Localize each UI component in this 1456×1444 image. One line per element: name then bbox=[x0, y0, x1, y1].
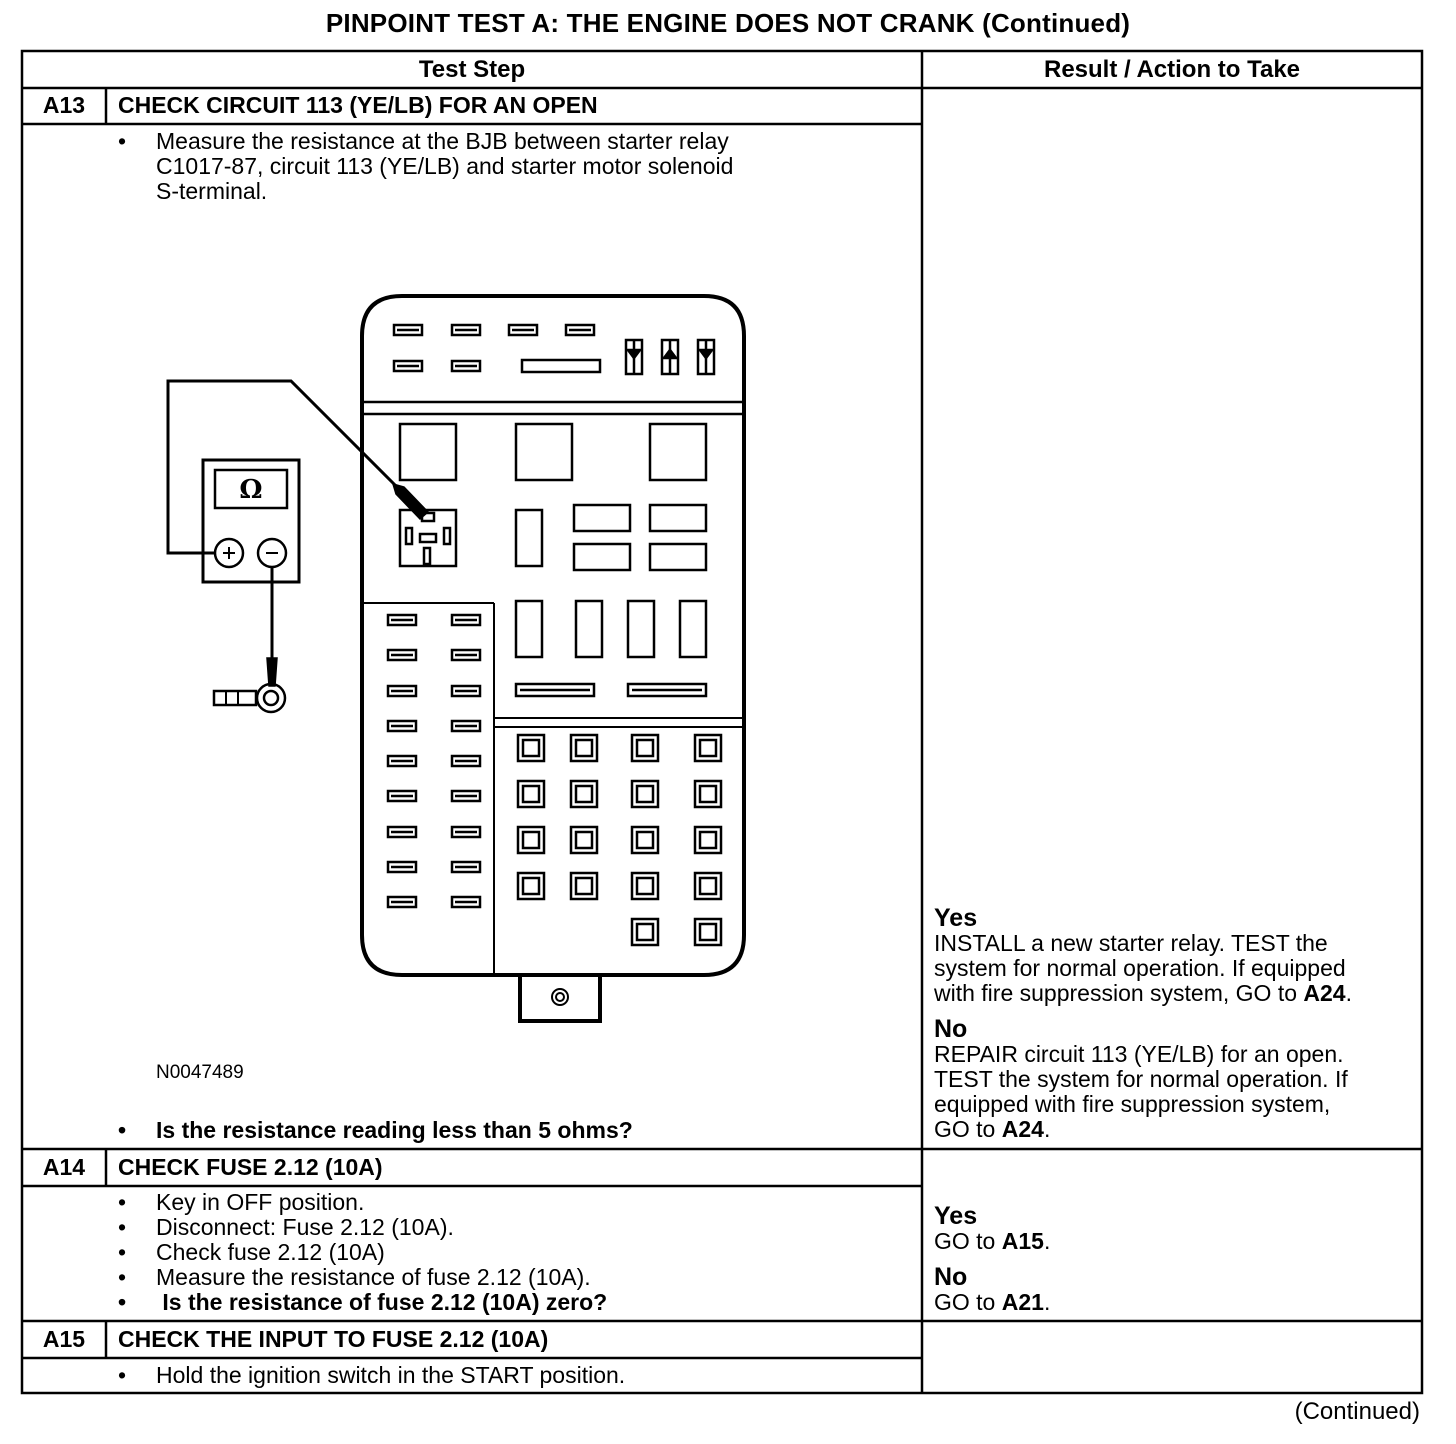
result-text: GO to bbox=[934, 1116, 1002, 1142]
goto-step-link[interactable]: A15 bbox=[1001, 1228, 1044, 1254]
instruction-item: • Check fuse 2.12 (10A) bbox=[118, 1240, 607, 1265]
diodes bbox=[626, 340, 714, 374]
ohm-symbol: Ω bbox=[239, 475, 263, 505]
result-line: with fire suppression system, GO to A24. bbox=[934, 980, 1352, 1006]
bjb-housing bbox=[362, 296, 744, 975]
relays bbox=[400, 424, 706, 696]
step-title: CHECK THE INPUT TO FUSE 2.12 (10A) bbox=[118, 1326, 549, 1352]
column-header-test-step: Test Step bbox=[418, 56, 526, 83]
result-line: REPAIR circuit 113 (YE/LB) for an open. bbox=[934, 1041, 1344, 1067]
column-header-result: Result / Action to Take bbox=[1043, 56, 1301, 83]
instruction-line: Measure the resistance at the BJB between starter relay bbox=[156, 128, 729, 154]
result-no-label: No bbox=[934, 1263, 968, 1291]
page-title: PINPOINT TEST A: THE ENGINE DOES NOT CRANK (Continued) bbox=[325, 8, 1131, 38]
goto-step-link[interactable]: A24 bbox=[1001, 1116, 1044, 1142]
result-text: GO to bbox=[934, 1289, 1002, 1315]
result-no bbox=[934, 1264, 1414, 1315]
step-instructions bbox=[118, 1190, 607, 1315]
result-line: system for normal operation. If equipped bbox=[934, 955, 1346, 981]
question-item: • Is the resistance reading less than 5 ohms? bbox=[118, 1118, 633, 1143]
mini-fuses-left bbox=[388, 615, 480, 907]
step-title: CHECK CIRCUIT 113 (YE/LB) FOR AN OPEN bbox=[118, 92, 598, 118]
result-line: GO to A21. bbox=[934, 1289, 1051, 1315]
step-id: A15 bbox=[42, 1326, 86, 1352]
instruction-item: • Key in OFF position. bbox=[118, 1190, 607, 1215]
continued-note: (Continued) bbox=[1294, 1398, 1420, 1425]
instruction-item: • Measure the resistance of fuse 2.12 (10A). bbox=[118, 1265, 607, 1290]
result-yes-label: Yes bbox=[934, 1202, 978, 1230]
result-line: equipped with fire suppression system, bbox=[934, 1091, 1331, 1117]
result-yes-label: Yes bbox=[934, 904, 978, 932]
result-text: GO to bbox=[934, 1228, 1002, 1254]
instruction-item: • Hold the ignition switch in the START position. bbox=[118, 1363, 625, 1388]
bjb-mount-tab bbox=[520, 975, 600, 1021]
solenoid-s-terminal bbox=[214, 691, 256, 705]
instruction-line: S-terminal. bbox=[156, 178, 268, 204]
result-no-label: No bbox=[934, 1015, 968, 1043]
step-title: CHECK FUSE 2.12 (10A) bbox=[118, 1154, 383, 1180]
step-id: A14 bbox=[42, 1154, 86, 1180]
instruction-line: C1017-87, circuit 113 (YE/LB) and starter motor solenoid bbox=[156, 153, 734, 179]
step-instructions bbox=[118, 1363, 625, 1388]
figure-id: N0047489 bbox=[156, 1062, 244, 1083]
result-line: GO to A15. bbox=[934, 1228, 1051, 1254]
starter-relay-socket bbox=[400, 510, 456, 566]
result-text: with fire suppression system, GO to bbox=[934, 980, 1304, 1006]
result-line: GO to A24. bbox=[934, 1116, 1051, 1142]
step-id: A13 bbox=[42, 92, 86, 118]
goto-step-link[interactable]: A24 bbox=[1303, 980, 1346, 1006]
mini-fuses-top bbox=[394, 325, 600, 372]
instruction-item: • Disconnect: Fuse 2.12 (10A). bbox=[118, 1215, 607, 1240]
question-item: • Is the resistance of fuse 2.12 (10A) zero? bbox=[118, 1290, 607, 1315]
result-yes bbox=[934, 1203, 1414, 1254]
negative-test-lead bbox=[214, 567, 285, 712]
result-yes bbox=[934, 905, 1414, 1006]
step-question bbox=[118, 1118, 633, 1143]
result-no bbox=[934, 1016, 1414, 1142]
cartridge-fuses bbox=[518, 735, 721, 945]
goto-step-link[interactable]: A21 bbox=[1001, 1289, 1044, 1315]
result-line: TEST the system for normal operation. If bbox=[934, 1066, 1348, 1092]
result-line: INSTALL a new starter relay. TEST the bbox=[934, 930, 1328, 956]
